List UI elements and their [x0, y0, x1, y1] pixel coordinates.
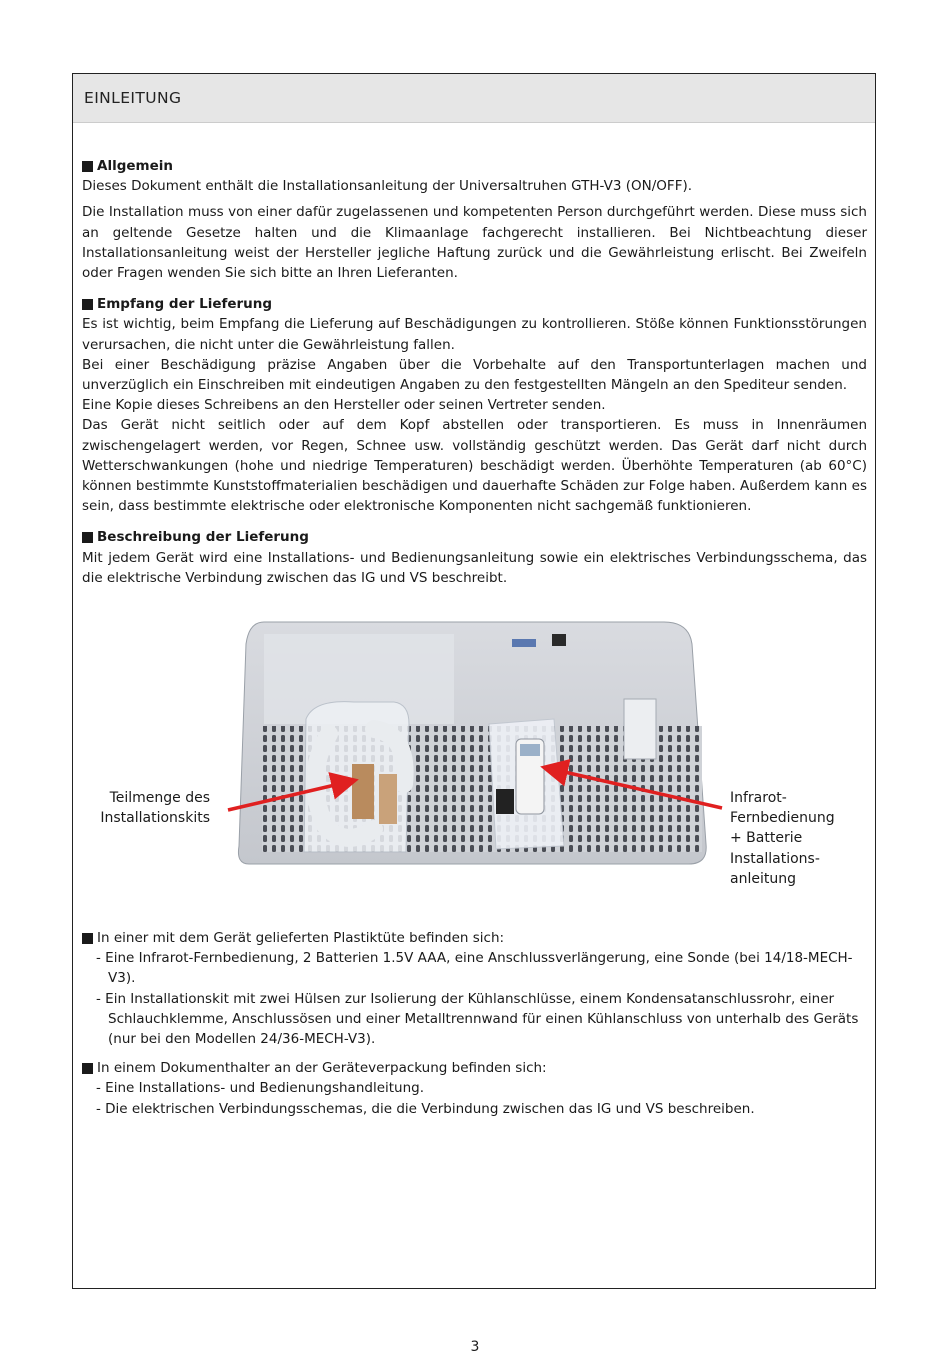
section-plastiktuete: [82, 928, 867, 1049]
list-item: - Eine Installations- und Bedienungshandleitung.: [96, 1080, 425, 1097]
paragraph: Das Gerät nicht seitlich oder auf dem Kopf abstellen oder transportieren. Es muss in Innenräumen zwischengelagert werden, vor Regen, Schnee usw. vollständig geschützt werden. Das Gerät darf nicht durch Wetterschwankungen (hohe und niedrige Temperaturen) beschädigt werden. Überhöhte Temperaturen (ab 60°C) können bestimmte Kunststoffmaterialien beschädigen und dauerhafte Schäden zur Folge haben. Außerdem kann es sein, dass bestimmte elektrische oder elektronische Komponenten nicht sachgemäß funktionieren.: [82, 417, 867, 515]
square-bullet-icon: [82, 933, 93, 944]
paragraph: Eine Kopie dieses Schreibens an den Hersteller oder seinen Vertreter senden.: [82, 397, 606, 414]
section-title: EINLEITUNG: [84, 89, 182, 107]
section-header: [73, 74, 875, 123]
heading-allgemein: Allgemein: [82, 156, 867, 176]
section-empfang: [82, 294, 867, 516]
content-list: [82, 1078, 867, 1118]
paragraph: Mit jedem Gerät wird eine Installations- und Bedienungsanleitung sowie ein elektrisches Verbindungsschema, das die elektrische Verbindung zwischen das IG und VS beschreibt.: [82, 549, 867, 586]
square-bullet-icon: [82, 532, 93, 543]
section-beschreibung: [82, 527, 867, 588]
paragraph: Bei einer Beschädigung präzise Angaben über die Vorbehalte auf den Transportunterlagen machen und unverzüglich ein Einschreiben mit eindeutigen Angaben zu den festgestellten Mängeln an den Spediteur senden.: [82, 356, 867, 394]
content: [82, 156, 867, 1119]
square-bullet-icon: [82, 1063, 93, 1074]
content-list: [82, 948, 867, 1049]
arrow-right-icon: [547, 768, 722, 808]
page-number: 3: [470, 1339, 480, 1355]
heading-empfang: Empfang der Lieferung: [82, 294, 867, 314]
list-item: - Die elektrischen Verbindungsschemas, die die Verbindung zwischen das IG und VS beschreiben.: [96, 1100, 755, 1117]
square-bullet-icon: [82, 299, 93, 310]
label-fernbedienung: Infrarot- Fernbedienung + Batterie Installations- anleitung: [730, 790, 835, 887]
product-figure: [82, 598, 867, 928]
section-allgemein: [82, 156, 867, 283]
square-bullet-icon: [82, 161, 93, 172]
list-item: - Eine Infrarot-Fernbedienung, 2 Batterien 1.5V AAA, eine Anschlussverlängerung, eine Sonde (bei 14/18-MECH-V3).: [96, 950, 853, 987]
list-intro: In einer mit dem Gerät gelieferten Plastiktüte befinden sich:: [82, 928, 867, 948]
paragraph: Dieses Dokument enthält die Installationsanleitung der Universaltruhen GTH-V3 (ON/OFF).: [82, 178, 693, 195]
section-dokumenthalter: [82, 1058, 867, 1119]
heading-beschreibung: Beschreibung der Lieferung: [82, 527, 867, 547]
arrow-left-icon: [228, 781, 352, 810]
page-frame: [72, 73, 876, 1289]
list-item: - Ein Installationskit mit zwei Hülsen zur Isolierung der Kühlanschlüsse, einem Kondensatanschlussrohr, einer Schlauchklemme, Anschlussösen und einer Metalltrennwand für einen Kühlanschluss von unterhalb des Geräts (nur bei den Modellen 24/36-MECH-V3).: [96, 990, 859, 1048]
label-installationskit: Teilmenge des Installationskits: [100, 790, 210, 827]
paragraph: Die Installation muss von einer dafür zugelassenen und kompetenten Person durchgeführt werden. Diese muss sich an geltende Gesetze halten und die Klimaanlage fachgerecht installieren. Bei Nichtbeachtung dieser Installationsanleitung weist der Hersteller jegliche Haftung zurück und die Gewährleistung erlischt. Bei Zweifeln oder Fragen wenden Sie sich bitte an Ihren Lieferanten.: [82, 204, 867, 282]
list-intro: In einem Dokumenthalter an der Geräteverpackung befinden sich:: [82, 1058, 867, 1078]
paragraph: Es ist wichtig, beim Empfang die Lieferung auf Beschädigungen zu kontrollieren. Stöße können Funktionsstörungen verursachen, die nicht unter die Gewährleistung fallen.: [82, 316, 867, 353]
